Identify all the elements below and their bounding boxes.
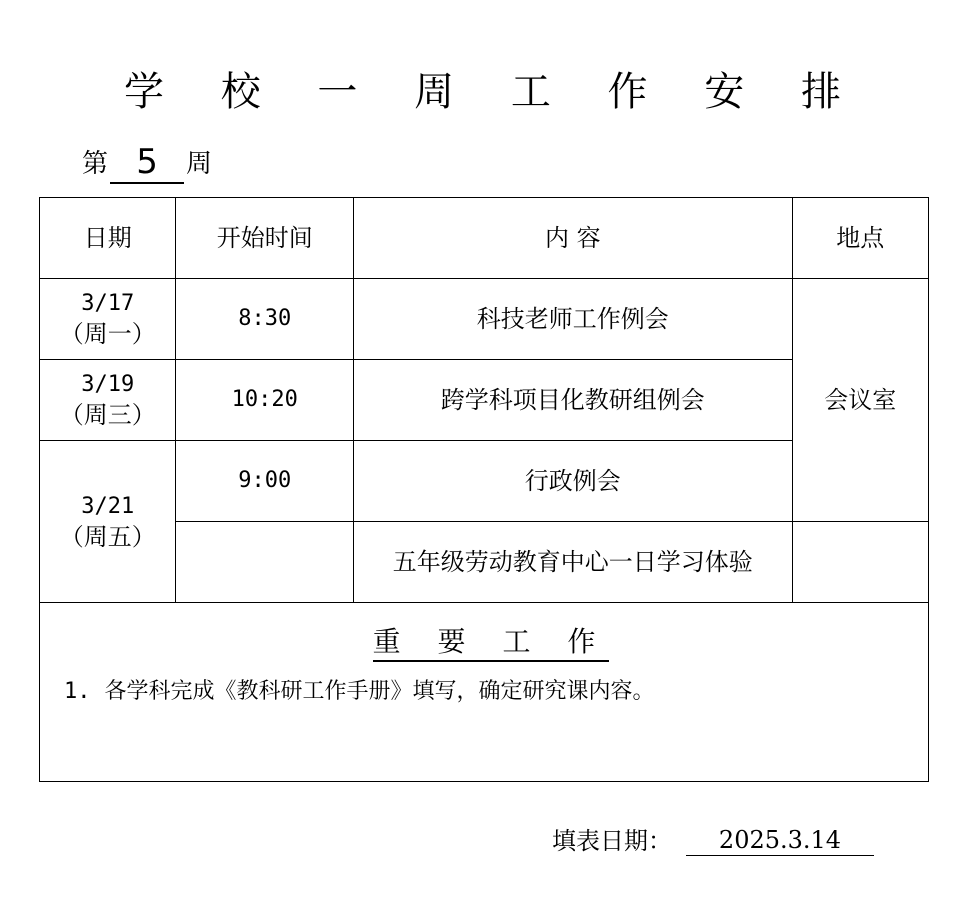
header-place: 地点 [792, 198, 928, 279]
week-prefix: 第 [82, 149, 109, 179]
header-content: 内 容 [354, 198, 792, 279]
header-date: 日期 [40, 198, 176, 279]
week-suffix: 周 [186, 149, 213, 179]
important-work-row [40, 603, 929, 782]
date-value: 3/19 [81, 372, 135, 397]
schedule-table [39, 197, 929, 782]
time-cell: 9:00 [176, 441, 354, 522]
important-work-item [64, 677, 928, 707]
date-cell [40, 279, 176, 360]
page-title: 学 校 一 周 工 作 安 排 [123, 69, 863, 115]
content-cell: 行政例会 [354, 441, 792, 522]
place-cell: 会议室 [792, 279, 928, 522]
weekday-value: （周五） [59, 522, 156, 551]
time-cell: 10:20 [176, 360, 354, 441]
place-cell [792, 522, 928, 603]
table-row [40, 279, 929, 360]
weekday-value: （周一） [59, 320, 156, 348]
time-cell: 8:30 [176, 279, 354, 360]
fill-date-line [552, 820, 874, 856]
important-work-section [40, 603, 929, 782]
content-cell: 科技老师工作例会 [354, 279, 792, 360]
fill-date-label: 填表日期： [552, 827, 672, 855]
table-header-row [40, 198, 929, 279]
content-cell: 五年级劳动教育中心一日学习体验 [354, 522, 792, 603]
weekday-value: （周三） [59, 401, 156, 429]
date-value: 3/21 [81, 493, 135, 519]
fill-date-value: 2025.3.14 [686, 825, 874, 856]
week-number: 5 [110, 142, 184, 184]
content-cell: 跨学科项目化教研组例会 [354, 360, 792, 441]
date-cell [40, 360, 176, 441]
date-cell [40, 441, 176, 603]
week-number-line [82, 140, 212, 184]
date-value: 3/17 [81, 291, 135, 316]
header-start-time: 开始时间 [176, 198, 354, 279]
item-text: 各学科完成《教科研工作手册》填写，确定研究课内容。 [104, 679, 655, 704]
item-number: 1. [64, 679, 91, 704]
time-cell [176, 522, 354, 603]
important-work-title-text: 重 要 工 作 [373, 625, 610, 662]
important-work-title [40, 627, 928, 657]
